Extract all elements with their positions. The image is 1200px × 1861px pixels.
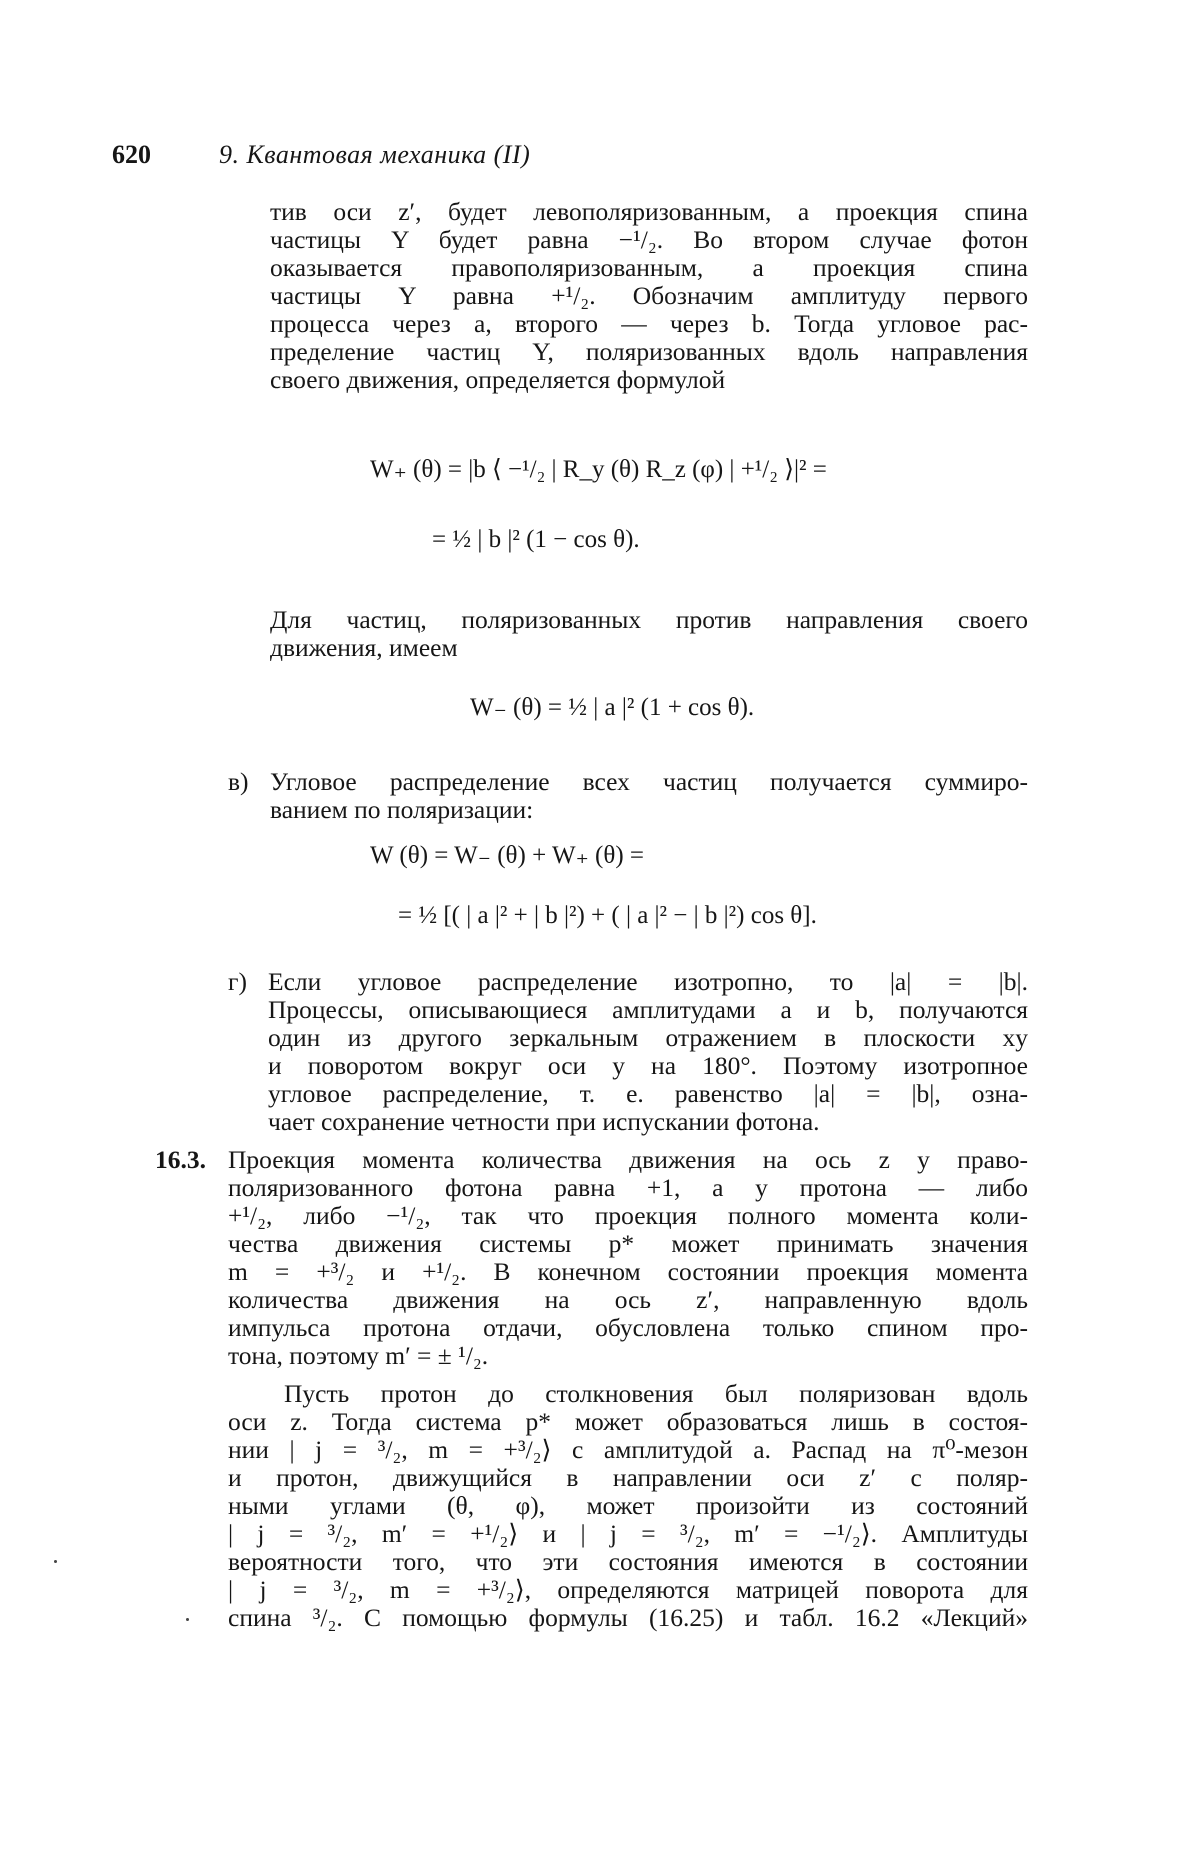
problem-16-3-text (228, 1146, 1028, 1370)
item-v-text (270, 768, 1028, 824)
paragraph-opposite-polarization (270, 606, 1028, 662)
formula-w-plus: W₊ (θ) = |b ⟨ −¹/₂ | R_y (θ) R_z (φ) | +¹/₂ ⟩|² = (370, 456, 827, 483)
text-line: m = +³/₂ и +¹/₂. В конечном состоянии проекция момента (228, 1257, 1028, 1286)
text-line: Если угловое распределение изотропно, то |a| = |b|. (268, 967, 1028, 996)
text-line: частицы Y будет равна −¹/₂. Во втором случае фотон (270, 225, 1028, 254)
problem-number: 16.3. (155, 1145, 206, 1174)
text-line: своего движения, определяется формулой (270, 365, 726, 394)
text-line: +¹/₂, либо −¹/₂, так что проекция полного момента коли- (228, 1201, 1028, 1230)
item-label-g: г) (228, 967, 247, 996)
scan-speck (54, 1560, 57, 1563)
text-line: частицы Y равна +¹/₂. Обозначим амплитуду первого (270, 281, 1028, 310)
formula-w-total: W (θ) = W₋ (θ) + W₊ (θ) = (370, 842, 644, 869)
text-line: ванием по поляризации: (270, 795, 534, 824)
text-line: спина ³/₂. С помощью формулы (16.25) и табл. 16.2 «Лекций» (228, 1603, 1028, 1632)
page-header (112, 140, 812, 180)
paragraph-proton-polarized (228, 1380, 1028, 1632)
text-line: оси z. Тогда система p* может образоваться лишь в состоя- (228, 1407, 1028, 1436)
text-line: количества движения на ось z′, направленную вдоль (228, 1285, 1028, 1314)
text-line: и поворотом вокруг оси y на 180°. Поэтому изотропное (268, 1051, 1028, 1080)
text-line: Процессы, описывающиеся амплитудами a и b, получаются (268, 995, 1028, 1024)
formula-w-minus: W₋ (θ) = ½ | a |² (1 + cos θ). (470, 694, 755, 721)
text-line: угловое распределение, т. е. равенство |a| = |b|, озна- (268, 1079, 1028, 1108)
text-line: движения, имеем (270, 633, 458, 662)
formula-w-total-result: = ½ [( | a |² + | b |²) + ( | a |² − | b |²) cos θ]. (398, 902, 817, 929)
text-line: Пусть протон до столкновения был поляризован вдоль (284, 1379, 1028, 1408)
text-line: чества движения системы p* может принимать значения (228, 1229, 1028, 1258)
text-line: оказывается правополяризованным, а проекция спина (270, 253, 1028, 282)
item-label-v: в) (228, 767, 249, 796)
text-line: импульса протона отдачи, обусловлена только спином про- (228, 1313, 1028, 1342)
text-line: Угловое распределение всех частиц получается суммиро- (270, 767, 1028, 796)
text-line: Проекция момента количества движения на ось z у право- (228, 1145, 1028, 1174)
scan-speck (186, 1618, 189, 1621)
text-line: тона, поэтому m′ = ± ¹/₂. (228, 1341, 489, 1370)
text-line: | j = ³/₂, m = +³/₂⟩, определяются матрицей поворота для (228, 1575, 1028, 1604)
text-line: | j = ³/₂, m′ = +¹/₂⟩ и | j = ³/₂, m′ = −¹/₂⟩. Амплитуды (228, 1519, 1028, 1548)
formula-w-plus-result: = ½ | b |² (1 − cos θ). (432, 526, 640, 553)
text-line: поляризованного фотона равна +1, а у протона — либо (228, 1173, 1028, 1202)
item-g-text (268, 968, 1028, 1136)
text-line: Для частиц, поляризованных против направления своего (270, 605, 1028, 634)
text-line: один из другого зеркальным отражением в плоскости xy (268, 1023, 1028, 1052)
text-line: нии | j = ³/₂, m = +³/₂⟩ с амплитудой a. Распад на π⁰-мезон (228, 1435, 1028, 1464)
text-line: ными углами (θ, φ), может произойти из состояний (228, 1491, 1028, 1520)
intro-paragraph (270, 198, 1028, 394)
running-head: 9. Квантовая механика (II) (219, 140, 531, 169)
page-number: 620 (112, 140, 151, 169)
text-line: процесса через a, второго — через b. Тогда угловое рас- (270, 309, 1028, 338)
text-line: чает сохранение четности при испускании фотона. (268, 1107, 820, 1136)
text-line: тив оси z′, будет левополяризованным, а проекция спина (270, 197, 1028, 226)
text-line: вероятности того, что эти состояния имеются в состоянии (228, 1547, 1028, 1576)
text-line: пределение частиц Y, поляризованных вдоль направления (270, 337, 1028, 366)
text-line: и протон, движущийся в направлении оси z′ с поляр- (228, 1463, 1028, 1492)
